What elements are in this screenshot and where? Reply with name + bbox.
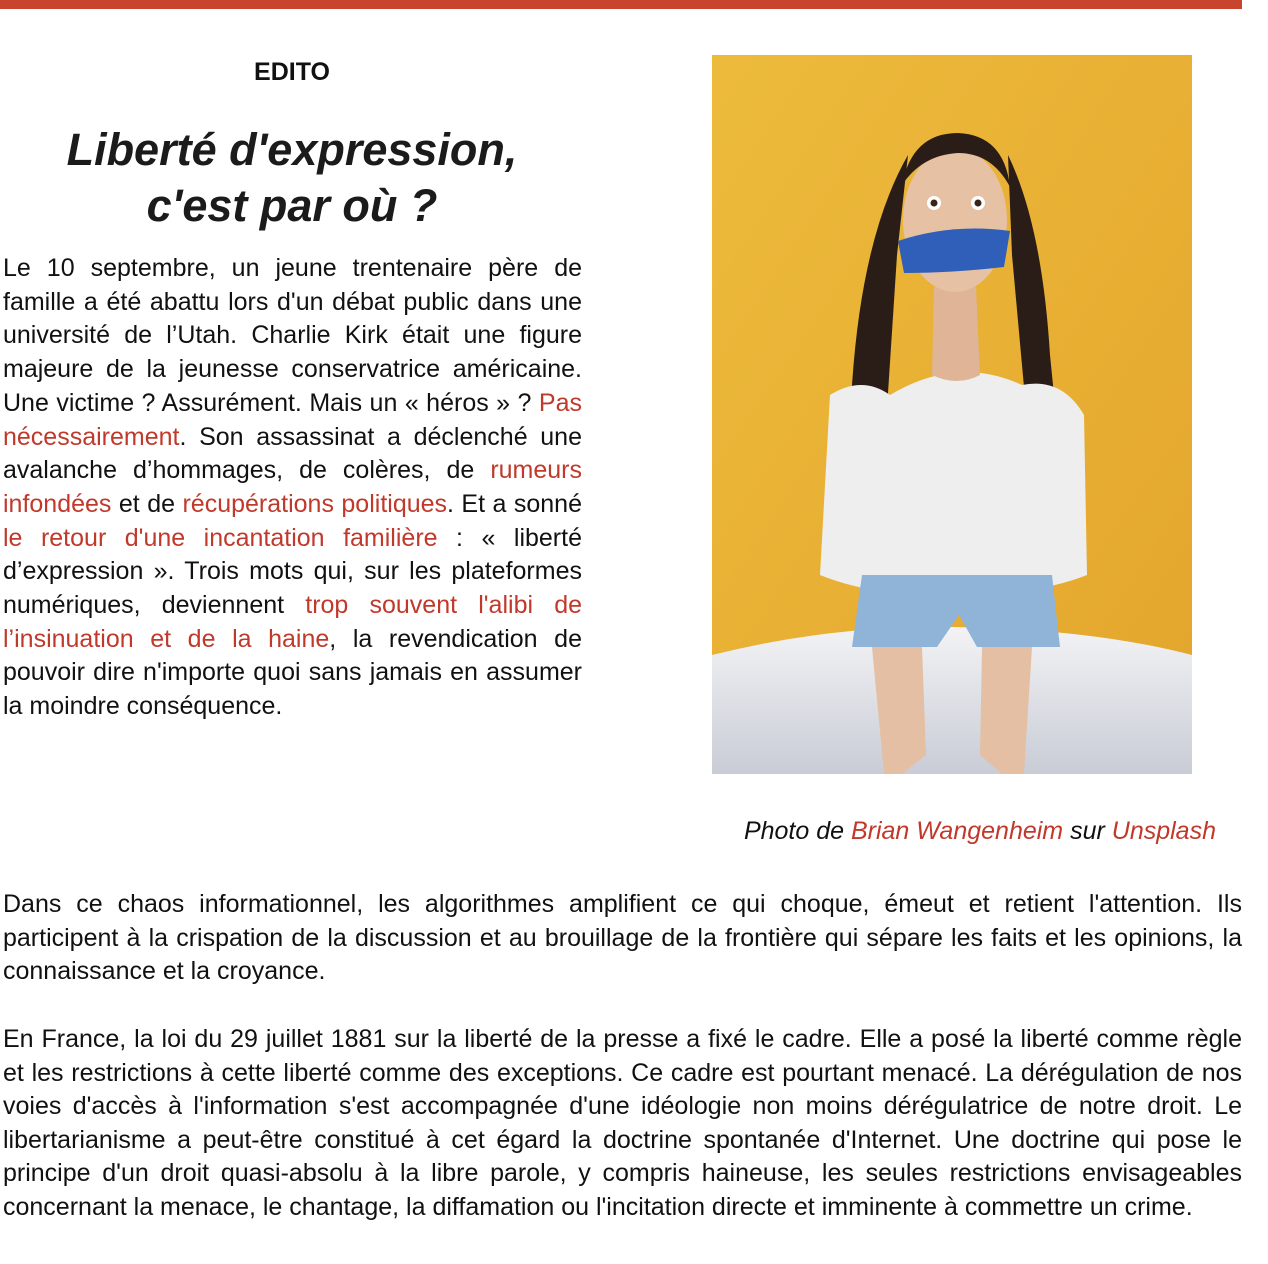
- article-title: [0, 122, 584, 234]
- lead-text: , la revendication de pouvoir dire n'importe quoi sans jamais en assumer la moindre conséquence.: [3, 624, 582, 721]
- body-paragraph-2: En France, la loi du 29 juillet 1881 sur la liberté de la presse a fixé le cadre. Elle a posé la liberté comme règle et les restrictions à cette liberté comme des exceptions. Ce cadre est pourtant menacé. La dérégulation de nos voies d'accès à l'information s'est accompagnée d'une idéologie non moins dérégulatrice de notre droit. Le libertarianisme a peut-être constitué à cet égard la doctrine spontanée d'Internet. Une doctrine qui pose le principe d'un droit quasi-absolu à la libre parole, y compris haineuse, les seules restrictions envisageables concernant la menace, le chantage, la diffamation ou l'incitation directe et imminente à commettre un crime.: [3, 1025, 1242, 1221]
- photo-illustration: [712, 55, 1192, 774]
- body-paragraph-1: Dans ce chaos informationnel, les algorithmes amplifient ce qui choque, émeut et retient l'attention. Ils participent à la crispation de la discussion et au brouillage de la frontière qui sépare les faits et les opinions, la connaissance et la croyance.: [3, 890, 1242, 985]
- lead-text: . Et a sonné: [447, 489, 582, 518]
- lead-text: Le 10 septembre, un jeune trentenaire père de famille a été abattu lors d'un débat public dans une université de l’Utah. Charlie Kirk était une figure majeure de la jeunesse conservatrice américaine. Une victime ? Assurément. Mais un « héros » ?: [3, 254, 582, 417]
- caption-middle: sur: [1063, 817, 1112, 845]
- right-pupil: [975, 200, 982, 207]
- white-tshirt: [820, 372, 1087, 596]
- section-kicker: EDITO: [254, 58, 330, 86]
- article-photo: [712, 55, 1192, 774]
- left-pupil: [931, 200, 938, 207]
- caption-prefix: Photo de: [743, 817, 851, 845]
- neck: [932, 287, 980, 381]
- link-rumeurs-infondees[interactable]: rumeurs infondées: [3, 456, 582, 518]
- article-title-line-1: Liberté d'expression,: [66, 124, 518, 175]
- top-accent-bar: [0, 0, 1242, 9]
- link-pas-necessairement[interactable]: Pas nécessairement: [3, 388, 582, 451]
- link-incantation-familiere[interactable]: le retour d'une incantation familière: [3, 523, 438, 552]
- lead-text: . Son assassinat a déclenché une avalanche d’hommages, de colères, de: [3, 422, 582, 485]
- photographer-link[interactable]: Brian Wangenheim: [850, 817, 1064, 845]
- lead-text: : « liberté d’expression ». Trois mots qui, sur les plateformes numériques, deviennent: [3, 523, 582, 620]
- lead-paragraph: [3, 252, 582, 724]
- lead-text: et de: [111, 489, 183, 518]
- link-recuperations-politiques[interactable]: récupérations politiques: [182, 489, 448, 518]
- link-alibi-insinuation[interactable]: trop souvent l'alibi de l’insinuation et de la haine: [3, 591, 582, 653]
- article-title-line-2: c'est par où ?: [146, 180, 438, 231]
- white-bathtub: [712, 627, 1192, 774]
- right-leg: [980, 647, 1032, 774]
- unsplash-link[interactable]: Unsplash: [1111, 817, 1216, 845]
- photo-caption: [620, 815, 1216, 847]
